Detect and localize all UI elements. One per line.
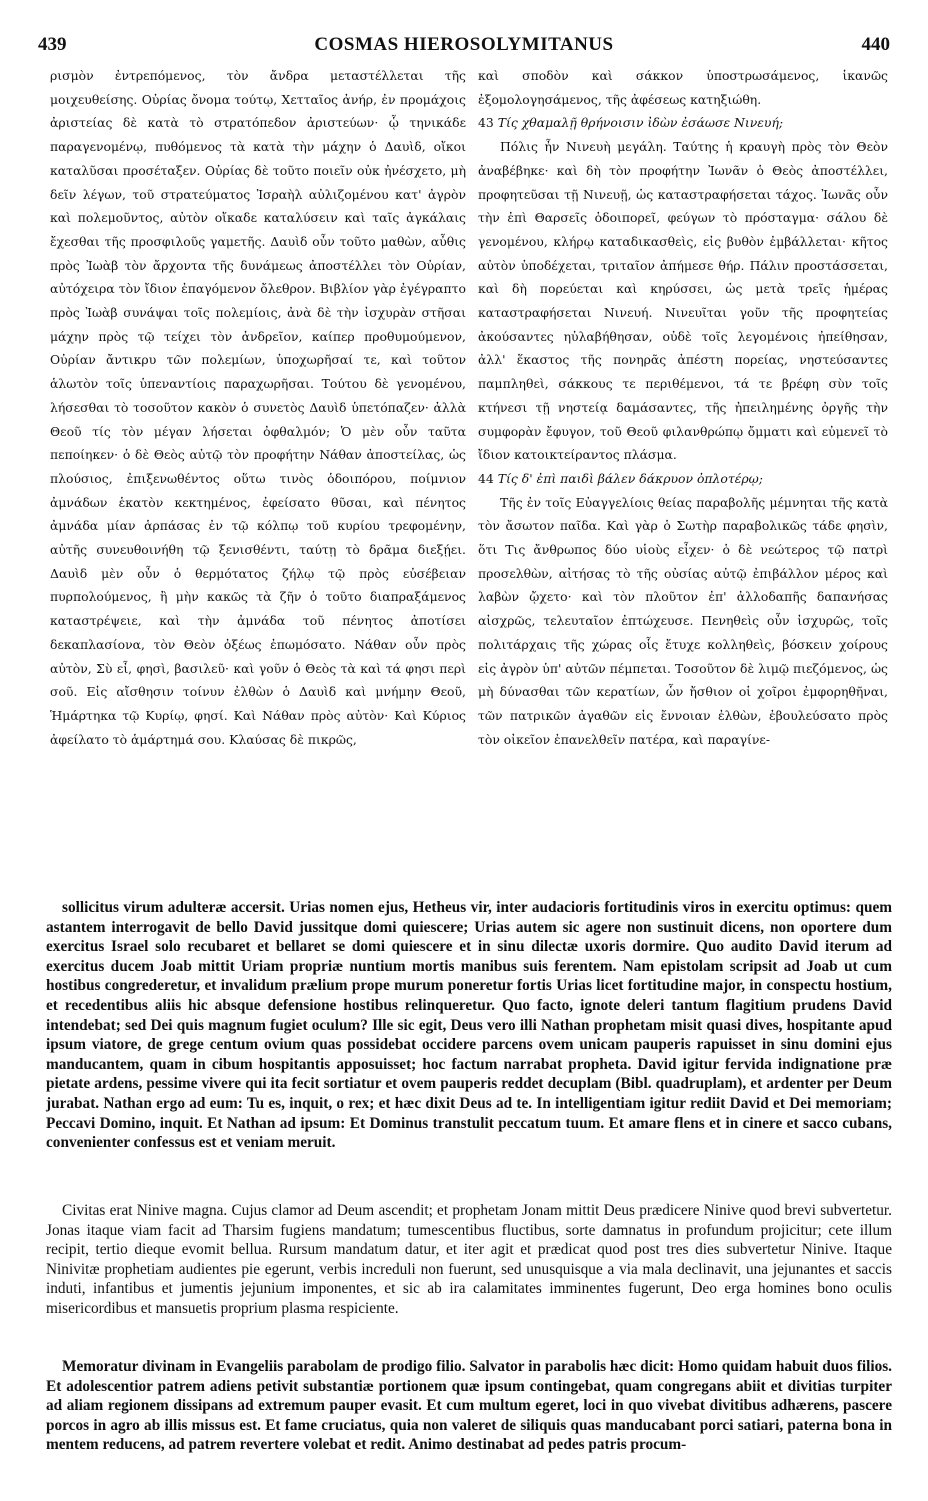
running-title: COSMAS HIEROSOLYMITANUS — [314, 34, 614, 55]
page-number-right: 440 — [861, 34, 890, 55]
greek-column-left — [50, 64, 466, 751]
greek-column-right — [478, 64, 888, 751]
latin-paragraph: Civitas erat Ninive magna. Cujus clamor ad Deum ascendit; et prophetam Jonam mittit Deus prædicere Ninive quod brevi subvertetur. Jonas itaque viam facit ad Tharsim fugiens mandatum; tumescentibus fluctibus, sorte damnatus in profundum projicitur; cete illum recipit, tertio dieque evomit bellua. Rursum mandatum datur, et iter agit et prædicat quod post tres dies subvertetur Ninive. Itaque Ninivitæ prophetiam audientes pie egerunt, verbis increduli non fuerunt, sed unusquisque a via mala declinavit, una jejunantes et saccis induti, infantibus et jumentis jejunium imponentes, et sic ab ira calamitates imminentes fugerunt, Deo erga homines bono oculis misericordibus et mansuetis proprium plasma respiciente. — [46, 1202, 892, 1317]
latin-translation-block-2 — [46, 1201, 892, 1319]
page-number-left: 439 — [38, 34, 67, 55]
greek-paragraph: Πόλις ἦν Νινευὴ μεγάλη. Ταύτης ἡ κραυγὴ πρὸς τὸν Θεὸν ἀναβέβηκε· καὶ δὴ τὸν προφήτην Ἰωνᾶν ὁ Θεὸς ἀποστέλλει, προφητεῦσαι τῇ Νινευῇ, ὡς καταστραφήσεται τάχος. Ἰωνᾶς οὖν τὴν ἐπὶ Θαρσεῖς ὁδοιπορεῖ, φεύγων τὸ πρόσταγμα· σάλου δὲ γενομένου, κλήρῳ καταδικασθεὶς, εἰς βυθὸν ἐμβάλλεται· κῆτος αὐτὸν ὑποδέχεται, τριταῖον ἀπήμεσε θήρ. Πάλιν προστάσσεται, καὶ δὴ πορεύεται καὶ κηρύσσει, ὡς μετὰ τρεῖς ἡμέρας καταστραφήσεται Νινευή. Νινευῖται γοῦν τῆς προφητείας ἀκούσαντες ηὐλαβήθησαν, οὐδὲ τοῖς λεγομένοις ἠπείθησαν, ἀλλ' ἕκαστος τῆς πονηρᾶς ἀπέστη πορείας, νηστεύσαντες παμπληθεὶ, σάκκους τε περιθέμενοι, τά τε βρέφη σὺν τοῖς κτήνεσι τῇ νηστείᾳ δαμάσαντες, τῆς ἠπειλημένης ὀργῆς τὴν συμφορὰν ἔφυγον, τοῦ Θεοῦ φιλανθρώπῳ ὄμματι καὶ εὐμενεῖ τὸ ἴδιον κατοικτείραντος πλάσμα. — [478, 139, 888, 463]
greek-paragraph: καὶ σποδὸν καὶ σάκκον ὑποστρωσάμενος, ἱκανῶς ἐξομολογησάμενος, τῆς ἀφέσεως κατηξιώθη. — [478, 68, 888, 107]
latin-paragraph: sollicitus virum adulteræ accersit. Urias nomen ejus, Hetheus vir, inter audacioris fortitudinis viros in exercitu optimus: quem astantem interrogavit de bello David jussitque domi quiescere; Urias autem sic agere non sustinuit dicens, non oportere dum exercitus Israel solo recubaret et bellaret se domi quiescere et in sinu dilectæ uxoris dormire. Quo audito David iterum ad exercitus ducem Joab mittit Uriam propriæ nuntium mortis manibus suis ferentem. Nam epistolam scripsit ad Joab ut cum hostibus congrederetur, et invalidum prælium prope murum poneretur fortis Urias licet fortitudine major, in conspectu hostium, et recedentibus aliis hic absque defensione hostibus relinqueretur. Quo facto, ignote deleri tantum flagitium prudens David intendebat; sed Dei quis magnum fugiet oculum? Ille sic egit, Deus vero illi Nathan prophetam misit quasi dives, hospitante apud ipsum viatore, de grege centum ovium quas possidebat occidere parcens ovem unicam pauperis rapuisset in sinu domini ejus manducantem, quam in cibum hospitantis apposuisset; hoc factum narrabat propheta. David igitur fervida indignatione præ pietate ardens, pessime vivere qui ita fecit sortiatur et ovem pauperis reddet decuplam (Bibl. quadruplam), et ardenter per Deum jurabat. Nathan ergo ad eum: Tu es, inquit, o rex; et hæc dixit Deus ad te. In intelligentiam igitur rediit David et Dei memoriam; Peccavi Domino, inquit. Et Nathan ad ipsum: Et Dominus transtulit peccatum tuum. Et amare flens et in cinere et sacco cubans, convenienter confessus est et veniam meruit. — [46, 899, 892, 1152]
section-number: 44 — [478, 470, 494, 486]
latin-translation-block-1 — [46, 898, 892, 1153]
greek-paragraph: Τῆς ἐν τοῖς Εὐαγγελίοις θείας παραβολῆς μέμνηται τῆς κατὰ τὸν ἄσωτον παῖδα. Καὶ γὰρ ὁ Σωτὴρ παραβολικῶς τάδε φησὶν, ὅτι Τις ἄνθρωπος δύο υἱοὺς εἶχεν· ὁ δὲ νεώτερος τῷ πατρὶ προσελθὼν, αἰτήσας τὸ τῆς οὐσίας αὐτῷ ἐπιβάλλον μέρος καὶ λαβὼν ᾤχετο· καὶ τὸν πλοῦτον ἐπ' ἀλλοδαπῆς δαπανήσας αἰσχρῶς, τελευταῖον ἐπτώχευσε. Πενηθεὶς οὖν ἰσχυρῶς, τοῖς πολιτάρχαις τῆς χώρας οἷς ἔτυχε κολληθεὶς, βόσκειν χοίρους εἰς ἀγρὸν ὑπ' αὐτῶν πέμπεται. Τοσοῦτον δὲ λιμῷ πιεζόμενος, ὡς μὴ δύνασθαι τῶν κερατίων, ὧν ἤσθιον οἱ χοῖροι ἐμφορηθῆναι, τῶν πατρικῶν ἀγαθῶν εἰς ἔννοιαν ἐλθὼν, ἐβουλεύσατο πρὸς τὸν οἰκεῖον ἐπανελθεῖν πατέρα, καὶ παραγίνε- — [478, 494, 888, 747]
section-heading-44 — [478, 467, 888, 491]
section-title: Τίς χθαμαλῇ θρήνοισιν ἰδὼν ἐσάωσε Νινευή; — [497, 115, 784, 131]
latin-translation-block-3 — [46, 1357, 892, 1455]
latin-paragraph: Memoratur divinam in Evangeliis parabolam de prodigo filio. Salvator in parabolis hæc dicit: Homo quidam habuit duos filios. Et adolescentior patrem adiens petivit substantiæ portionem quæ ipsum contingebat, quam congregans abiit et divitias turpiter ad aliam regionem dissipans ad extremum pauper evasit. Et cum multum egeret, loci in quo vivebat divitibus adhærens, pascere porcos in agro ab illis missus est. Et fame cruciatus, quia non valeret de siliquis quas manducabant porci satiari, paterna bona in mentem reducens, ad patrem revertere volebat et redit. Animo destinabat ad pedes patris procum- — [46, 1358, 892, 1454]
page-header — [38, 34, 890, 58]
section-number: 43 — [478, 115, 494, 131]
section-heading-43 — [478, 111, 888, 135]
greek-paragraph: ρισμὸν ἐντρεπόμενος, τὸν ἄνδρα μεταστέλλεται τῆς μοιχευθείσης. Οὐρίας ὄνομα τούτῳ, Χετταῖος ἀνήρ, ἐν προμάχοις ἀριστείας δὲ κατὰ τὸ στρατόπεδον ἀριστεύων· ᾧ τηνικάδε παραγενομένῳ, πυθόμενος τὰ κατὰ τὴν μάχην ὁ Δαυὶδ, οἴκοι καταλῦσαι προσέταξεν. Οὐρίας δὲ τοῦτο ποιεῖν οὐκ ἠνέσχετο, μὴ δεῖν λέγων, τοῦ στρατεύματος Ἰσραὴλ αὐλιζομένου κατ' ἀγρὸν καὶ πολεμοῦντος, αὐτὸν οἴκαδε καταλύσειν καὶ ταῖς ἀγκάλαις ἔχεσθαι τῆς προσφιλοῦς γαμετῆς. Δαυὶδ οὖν τοῦτο μαθὼν, αὖθις πρὸς Ἰωὰβ τὸν ἄρχοντα τῆς δυνάμεως ἀποστέλλει τὸν Οὐρίαν, αὐτόχειρα τὸν ἴδιον ἐπαγόμενον ὄλεθρον. Βιβλίον γὰρ ἐγέγραπτο πρὸς Ἰωὰβ συνάψαι τοῖς πολεμίοις, ἀνὰ δὲ τὴν ἰσχυρὰν στῆσαι μάχην πρὸς τῷ τείχει τὸν ἀνδρεῖον, καίπερ προθυμούμενον, Οὐρίαν ἄντικρυ τῶν πολεμίων, ὑποχωρῆσαί τε, καὶ τοῦτον ἁλωτὸν τοῖς ὑπεναντίοις παραχωρῆσαι. Τούτου δὲ γενομένου, λήσεσθαι τὸ τοσοῦτον κακὸν ὁ συνετὸς Δαυὶδ ὑπετόπαζεν· ἀλλὰ Θεοῦ τίς τὸν μέγαν λήσεται ὀφθαλμόν; Ὁ μὲν οὖν ταῦτα πεποίηκεν· ὁ δὲ Θεὸς αὐτῷ τὸν προφήτην Νάθαν ἀποστείλας, ὡς πλούσιος, ἐπιξενωθέντος οὕτω τινὸς ὁδοιπόρου, ποίμνιον ἀμνάδων ἑκατὸν κεκτημένος, ἐφείσατο θῦσαι, καὶ πένητος ἀμνάδα μίαν ἁρπάσας ἐν τῷ κόλπῳ τοῦ κυρίου τρεφομένην, αὐτῆς συνευθοινήθη τῷ ξενισθέντι, ταύτῃ τὸ δρᾶμα διεξῄει. Δαυὶδ μὲν οὖν ὁ θερμότατος ζήλῳ τῷ πρὸς εὐσέβειαν πυρπολούμενος, ἢ μὴν κακῶς τὰ ζῆν ὁ τοῦτο διαπραξάμενος καταστρέψειε, καὶ τὴν ἀμνάδα τοῦ πένητος ἀποτίσει δεκαπλασίονα, τὸν Θεὸν ὀξέως ἐπωμόσατο. Νάθαν οὖν πρὸς αὐτὸν, Σὺ εἶ, φησὶ, βασιλεῦ· καὶ γοῦν ὁ Θεὸς τὰ καὶ τά φησι περὶ σοῦ. Εἰς αἴσθησιν τοίνυν ἐλθὼν ὁ Δαυὶδ καὶ μνήμην Θεοῦ, Ἡμάρτηκα τῷ Κυρίῳ, φησί. Καὶ Νάθαν πρὸς αὐτὸν· Καὶ Κύριος ἀφείλατο τὸ ἁμάρτημά σου. Κλαύσας δὲ πικρῶς, — [50, 68, 466, 747]
section-title: Τίς δ' ἐπὶ παιδὶ βάλεν δάκρυον ὀπλοτέρῳ; — [497, 470, 763, 486]
